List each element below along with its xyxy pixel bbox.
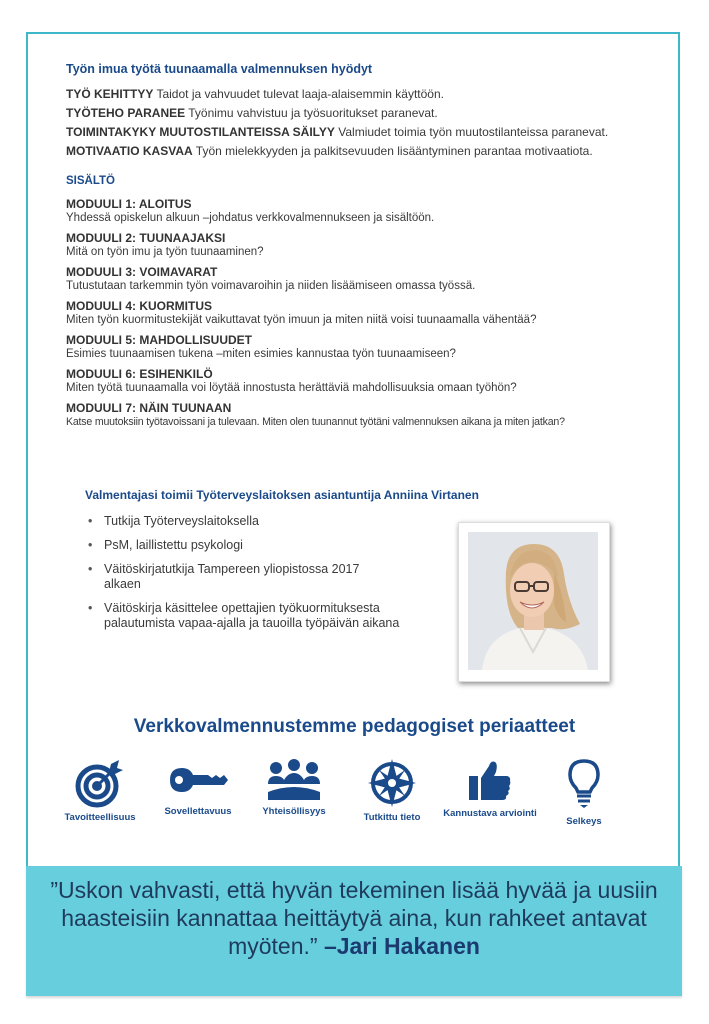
principle-item	[440, 758, 540, 819]
benefit-heading: MOTIVAATIO KASVAA	[66, 144, 193, 158]
module-desc: Tutustutaan tarkemmin työn voimavaroihin ja niiden lisäämiseen omassa työssä.	[66, 280, 476, 292]
portrait-image	[468, 532, 598, 670]
quote-text: ”Uskon vahvasti, että hyvän tekeminen lisää hyvää ja uusiin haasteisiin kannattaa heittäytyä aina, kun rahkeet antavat myöten.”	[50, 877, 658, 959]
principle-label: Tutkittu tieto	[363, 812, 421, 823]
module-title: MODUULI 4: KUORMITUS	[66, 299, 212, 313]
group-icon	[266, 758, 322, 802]
module-title: MODUULI 1: ALOITUS	[66, 197, 192, 211]
coach-bullet: • Tutkija Työterveyslaitoksella	[86, 514, 436, 529]
module-title: MODUULI 3: VOIMAVARAT	[66, 265, 218, 279]
benefit-item	[66, 85, 676, 104]
module-desc: Mitä on työn imu ja työn tuunaaminen?	[66, 246, 264, 258]
module-title: MODUULI 2: TUUNAAJAKSI	[66, 231, 226, 245]
coach-bullets	[86, 514, 436, 640]
benefit-text: Työn mielekkyyden ja palkitsevuuden lisääntyminen parantaa motivaatiota.	[195, 144, 593, 158]
module-item	[66, 197, 676, 225]
principle-label: Tavoitteellisuus	[64, 812, 136, 823]
lightbulb-icon	[564, 758, 604, 808]
principle-item	[148, 758, 248, 817]
module-desc: Yhdessä opiskelun alkuun –johdatus verkkovalmennukseen ja sisältöön.	[66, 212, 435, 224]
quote	[26, 876, 682, 960]
benefit-text: Taidot ja vahvuudet tulevat laaja-alaisemmin käyttöön.	[156, 87, 444, 101]
module-desc: Katse muutoksiin työtavoissani ja tulevaan. Miten olen tuunannut työtäni valmennuksen aikana ja miten jatkan?	[66, 416, 565, 428]
coach-bullet: • Väitöskirjatutkija Tampereen yliopistossa 2017 alkaen	[86, 562, 374, 592]
compass-icon	[367, 758, 417, 808]
contents-title: SISÄLTÖ	[66, 175, 115, 187]
coach-title: Valmentajasi toimii Työterveyslaitoksen asiantuntija Anniina Virtanen	[85, 488, 479, 502]
module-desc: Miten työn kuormitustekijät vaikuttavat työn imuun ja miten niitä voisi tuunaamalla vähentää?	[66, 314, 537, 326]
benefit-heading: TYÖ KEHITTYY	[66, 87, 154, 101]
module-title: MODUULI 7: NÄIN TUUNAAN	[66, 401, 232, 415]
module-title: MODUULI 6: ESIHENKILÖ	[66, 367, 213, 381]
module-title: MODUULI 5: MAHDOLLISUUDET	[66, 333, 252, 347]
principle-item	[244, 758, 344, 817]
module-item	[66, 333, 676, 361]
coach-bullet: • Väitöskirja käsittelee opettajien työkuormituksesta palautumista vapaa-ajalla ja tauoilla työpäivän aikana	[86, 601, 424, 631]
principles-title: Verkkovalmennustemme pedagogiset periaatteet	[133, 716, 576, 737]
principle-label: Kannustava arviointi	[443, 808, 537, 819]
principle-label: Sovellettavuus	[164, 806, 232, 817]
module-item	[66, 367, 676, 395]
quote-box	[26, 866, 682, 996]
principles-row	[48, 758, 648, 848]
benefit-text: Valmiudet toimia työn muutostilanteissa paranevat.	[338, 125, 609, 139]
principle-label: Selkeys	[566, 816, 602, 827]
key-icon	[168, 758, 228, 802]
module-desc: Esimies tuunaamisen tukena –miten esimies kannustaa työn tuunaamiseen?	[66, 348, 456, 360]
principle-item	[534, 758, 634, 827]
benefit-item	[66, 104, 676, 123]
module-desc: Miten työtä tuunaamalla voi löytää innostusta herättäviä mahdollisuuksia omaan työhön?	[66, 382, 517, 394]
benefits-list	[66, 85, 676, 161]
portrait-illustration	[468, 532, 598, 670]
principle-item	[50, 758, 150, 823]
module-item	[66, 265, 676, 293]
quote-author: –Jari Hakanen	[323, 933, 480, 959]
module-item	[66, 231, 676, 259]
thumbs-up-icon	[467, 758, 513, 804]
coach-photo	[458, 522, 610, 682]
coach-bullet: • PsM, laillistettu psykologi	[86, 538, 354, 553]
benefit-heading: TYÖTEHO PARANEE	[66, 106, 186, 120]
main-content	[66, 62, 676, 435]
module-list	[66, 197, 676, 429]
benefit-item	[66, 123, 676, 142]
benefit-item	[66, 142, 676, 161]
module-item	[66, 299, 676, 327]
module-item	[66, 401, 676, 429]
principle-item	[342, 758, 442, 823]
target-icon	[75, 758, 125, 808]
principle-label: Yhteisöllisyys	[262, 806, 326, 817]
benefits-title: Työn imua työtä tuunaamalla valmennuksen hyödyt	[66, 62, 373, 76]
benefit-heading: TOIMINTAKYKY MUUTOSTILANTEISSA SÄILYY	[66, 125, 335, 139]
benefit-text: Työnimu vahvistuu ja työsuoritukset paranevat.	[188, 106, 438, 120]
